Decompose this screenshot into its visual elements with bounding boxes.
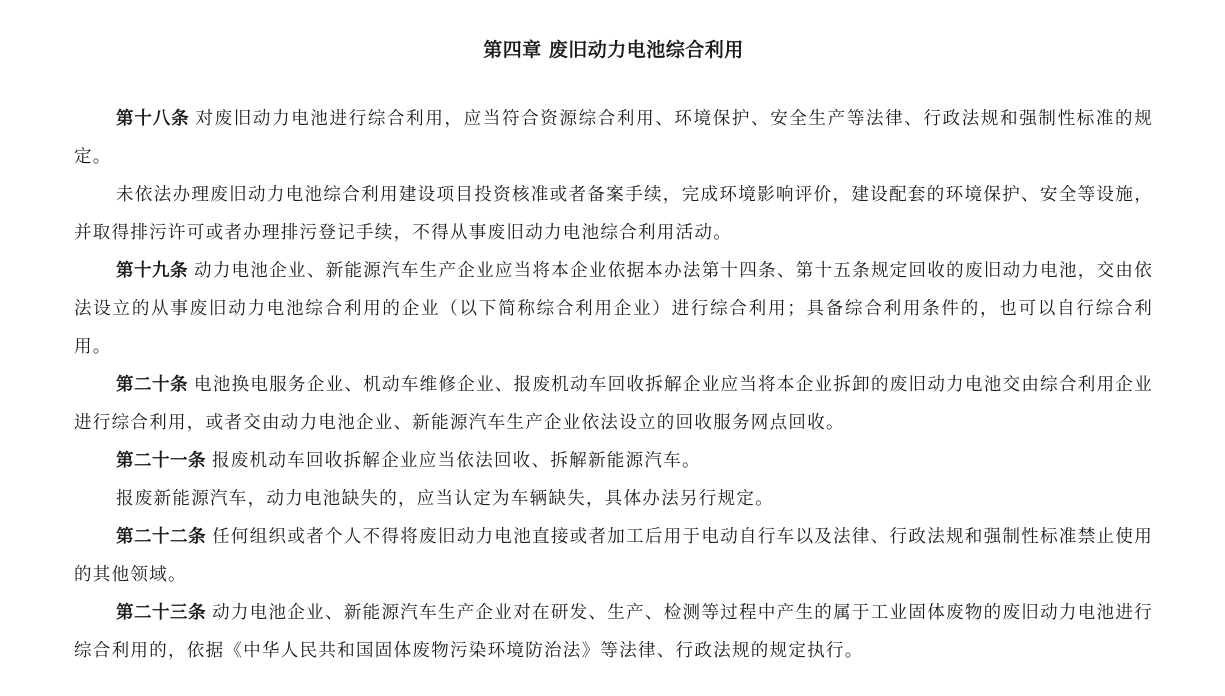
article-text: 电池换电服务企业、机动车维修企业、报废机动车回收拆解企业应当将本企业拆卸的废旧动力电池交由综合利用企业进行综合利用，或者交由动力电池企业、新能源汽车生产企业依法设立的回收服务网点回收。: [74, 375, 1153, 433]
chapter-title: 第四章 废旧动力电池综合利用: [483, 39, 744, 61]
article-20: [74, 366, 1153, 442]
article-text: 未依法办理废旧动力电池综合利用建设项目投资核准或者备案手续，完成环境影响评价，建设配套的环境保护、安全等设施，并取得排污许可或者办理排污登记手续，不得从事废旧动力电池综合利用活动。: [74, 185, 1153, 243]
article-22: [74, 518, 1153, 594]
article-19: [74, 252, 1153, 366]
article-18: [74, 100, 1153, 176]
article-text: 对废旧动力电池进行综合利用，应当符合资源综合利用、环境保护、安全生产等法律、行政法规和强制性标准的规定。: [74, 109, 1153, 167]
article-number: 第二十三条: [116, 603, 207, 623]
article-text: 报废新能源汽车，动力电池缺失的，应当认定为车辆缺失，具体办法另行规定。: [116, 489, 774, 509]
article-text: 动力电池企业、新能源汽车生产企业对在研发、生产、检测等过程中产生的属于工业固体废物的废旧动力电池进行综合利用的，依据《中华人民共和国固体废物污染环境防治法》等法律、行政法规的规定执行。: [74, 603, 1153, 661]
article-number: 第二十二条: [116, 527, 207, 547]
article-number: 第十八条: [116, 109, 190, 129]
article-18-paragraph-2: [74, 176, 1153, 252]
article-text: 任何组织或者个人不得将废旧动力电池直接或者加工后用于电动自行车以及法律、行政法规和强制性标准禁止使用的其他领域。: [74, 527, 1153, 585]
article-number: 第二十条: [116, 375, 189, 395]
article-21-paragraph-2: [74, 480, 1153, 518]
article-number: 第十九条: [116, 261, 189, 281]
article-text: 动力电池企业、新能源汽车生产企业应当将本企业依据本办法第十四条、第十五条规定回收的废旧动力电池，交由依法设立的从事废旧动力电池综合利用的企业（以下简称综合利用企业）进行综合利用；具备综合利用条件的，也可以自行综合利用。: [74, 261, 1153, 357]
article-23: [74, 594, 1153, 670]
article-number: 第二十一条: [116, 451, 206, 471]
article-21: [74, 442, 1153, 480]
article-text: 报废机动车回收拆解企业应当依法回收、拆解新能源汽车。: [212, 451, 701, 471]
